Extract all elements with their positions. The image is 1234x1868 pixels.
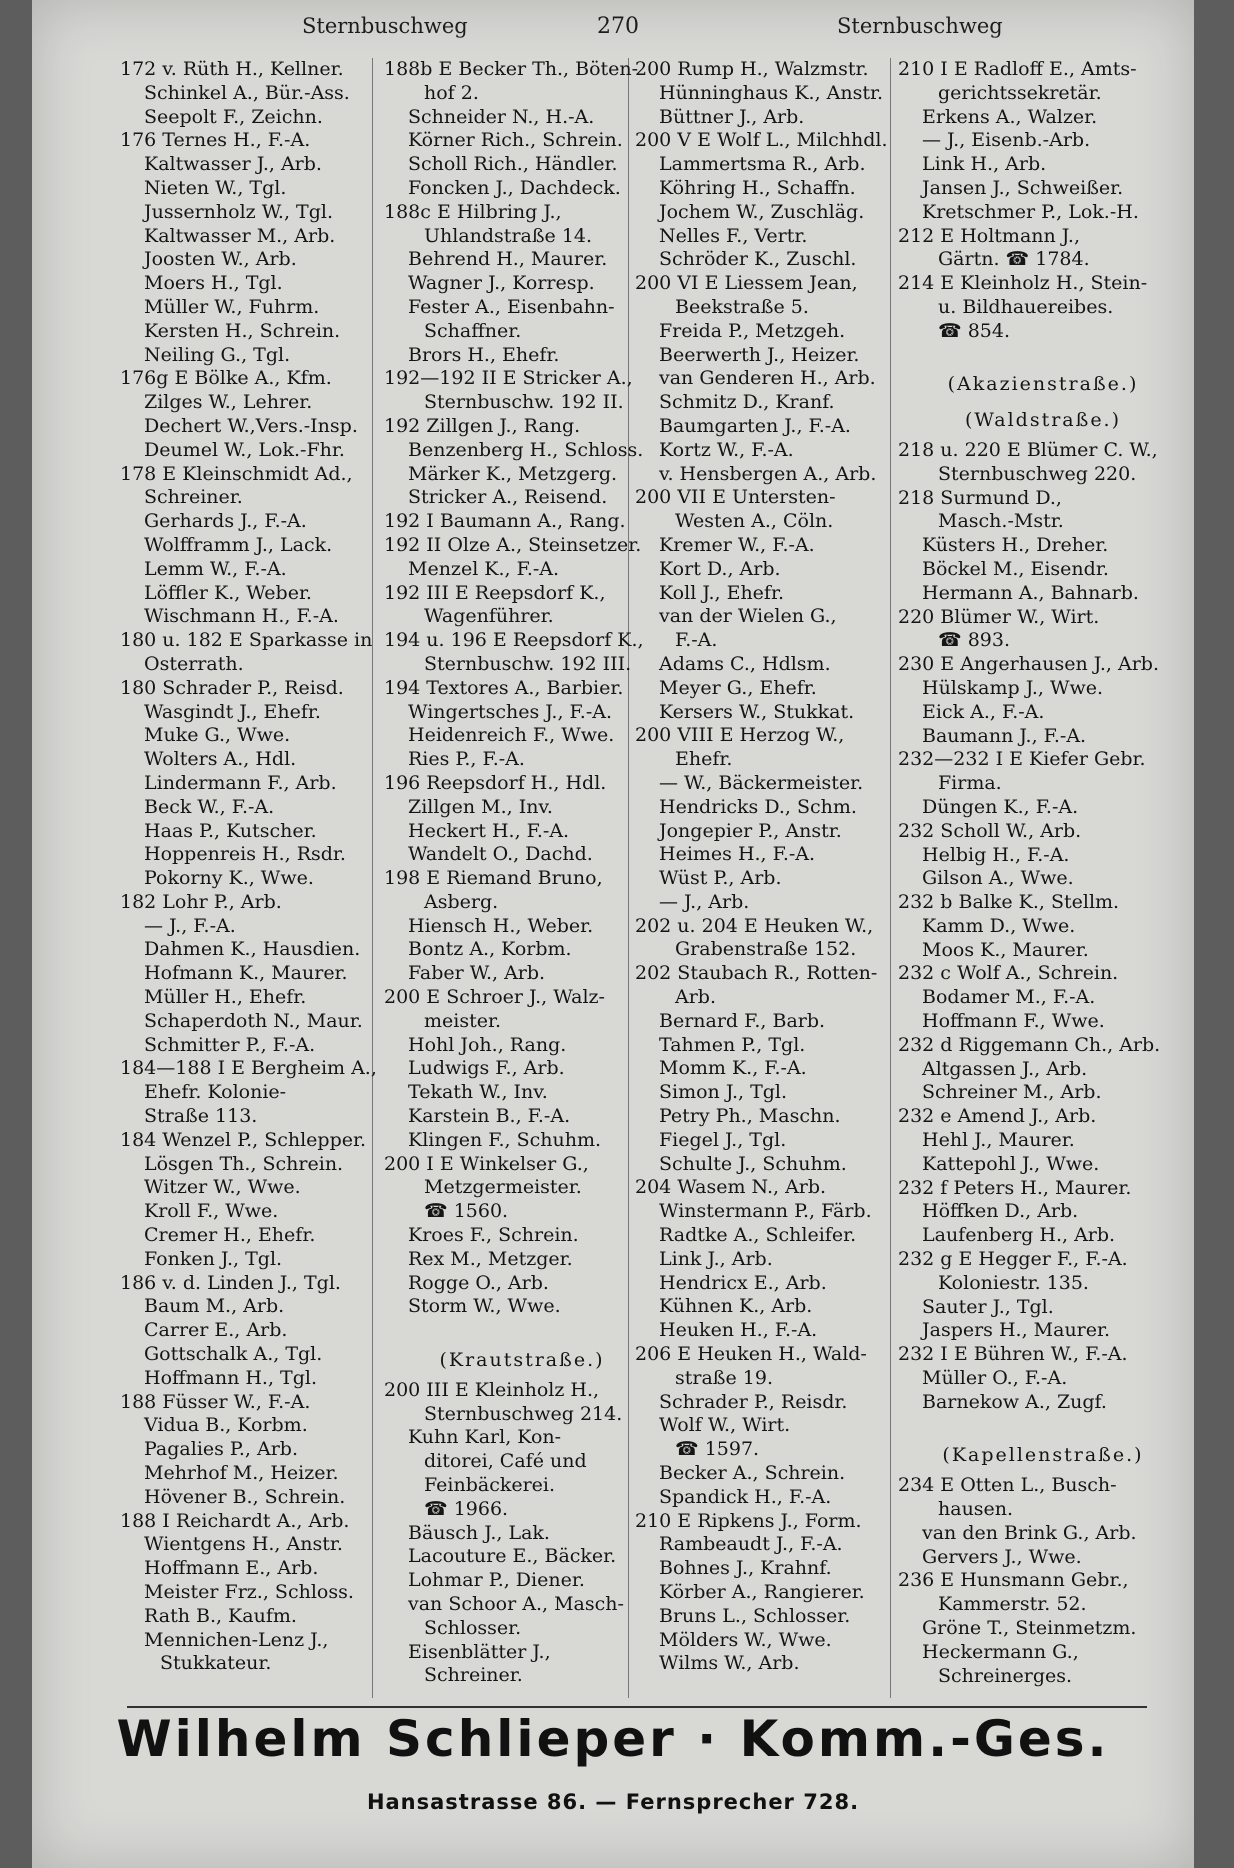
directory-entry: u. Bildhauereibes.: [938, 295, 1114, 318]
directory-entry: Fiegel J., Tgl.: [659, 1128, 787, 1151]
directory-entry: 232—232 I E Kiefer Gebr.: [898, 748, 1146, 771]
directory-entry: ditorei, Café und: [424, 1450, 587, 1473]
directory-entry: Vidua B., Korbm.: [144, 1414, 308, 1437]
directory-entry: 232 Scholl W., Arb.: [898, 819, 1082, 842]
directory-entry: Hendricx E., Arb.: [659, 1271, 827, 1294]
directory-entry: Körner Rich., Schrein.: [408, 129, 623, 152]
directory-entry: 204 Wasem N., Arb.: [635, 1176, 827, 1199]
directory-entry: Schreiner M., Arb.: [922, 1081, 1102, 1104]
directory-entry: Helbig H., F.-A.: [922, 843, 1070, 866]
directory-entry: Gottschalk A., Tgl.: [144, 1343, 323, 1366]
directory-entry: Freida P., Metzgeh.: [659, 319, 846, 342]
directory-entry: Hendricks D., Schm.: [659, 795, 857, 818]
directory-entry: Laufenberg H., Arb.: [922, 1224, 1116, 1247]
directory-entry: 232 f Peters H., Maurer.: [898, 1176, 1132, 1199]
directory-entry: Dahmen K., Hausdien.: [144, 938, 361, 961]
directory-entry: Karstein B., F.-A.: [408, 1105, 571, 1128]
directory-entry: 176 Ternes H., F.-A.: [120, 129, 311, 152]
street-section-heading: (Waldstraße.): [964, 409, 1122, 432]
directory-entry: Baum M., Arb.: [144, 1295, 285, 1318]
directory-entry: 192 Zillgen J., Rang.: [384, 414, 581, 437]
directory-entry: van der Wielen G.,: [659, 605, 837, 628]
directory-entry: 188c E Hilbring J.,: [384, 200, 562, 223]
directory-entry: Wandelt O., Dachd.: [408, 843, 593, 866]
directory-entry: meister.: [424, 1009, 502, 1032]
directory-entry: Lohmar P., Diener.: [408, 1569, 585, 1592]
directory-entry: Faber W., Arb.: [408, 962, 546, 985]
directory-entry: Stricker A., Reisend.: [408, 486, 608, 509]
directory-entry: Mennichen-Lenz J.,: [144, 1628, 329, 1651]
directory-entry: Müller W., Fuhrm.: [144, 295, 320, 318]
directory-entry: 180 u. 182 E Sparkasse in: [120, 629, 373, 652]
directory-entry: Sternbuschw. 192 III.: [424, 652, 632, 675]
directory-entry: 230 E Angerhausen J., Arb.: [898, 653, 1159, 676]
directory-entry: Nieten W., Tgl.: [144, 176, 287, 199]
directory-entry: 192 II Olze A., Steinsetzer.: [384, 533, 642, 556]
directory-entry: hausen.: [938, 1498, 1014, 1521]
directory-entry: 220 Blümer W., Wirt.: [898, 605, 1100, 628]
directory-entry: Wischmann H., F.-A.: [144, 605, 339, 628]
directory-entry: Barnekow A., Zugf.: [922, 1390, 1107, 1413]
directory-entry: Westen A., Cöln.: [675, 510, 834, 533]
directory-entry: 186 v. d. Linden J., Tgl.: [120, 1271, 341, 1294]
directory-entry: 172 v. Rüth H., Kellner.: [120, 58, 344, 80]
directory-entry: Beck W., F.-A.: [144, 795, 275, 818]
directory-entry: 192 I Baumann A., Rang.: [384, 510, 626, 533]
directory-entry: Schinkel A., Bür.-Ass.: [144, 81, 350, 104]
directory-entry: van Schoor A., Masch-: [408, 1593, 624, 1615]
directory-entry: Heidenreich F., Wwe.: [408, 724, 615, 747]
directory-entry: Lösgen Th., Schrein.: [144, 1152, 344, 1175]
directory-entry: Eisenblätter J.,: [408, 1640, 551, 1663]
directory-entry: Kroll F., Wwe.: [144, 1200, 279, 1223]
directory-entry: Sternbuschw. 192 II.: [424, 391, 624, 414]
directory-entry: 178 E Kleinschmidt Ad.,: [120, 462, 353, 485]
directory-entry: Lacouture E., Bäcker.: [408, 1545, 617, 1568]
directory-entry: Witzer W., Wwe.: [144, 1176, 301, 1199]
directory-entry: Tekath W., Inv.: [408, 1081, 548, 1104]
directory-entry: Schreiner.: [144, 486, 243, 509]
directory-entry: Wingertsches J., F.-A.: [408, 700, 612, 723]
directory-entry: 200 V E Wolf L., Milchhdl.: [635, 129, 888, 152]
directory-entry: Brors H., Ehefr.: [408, 343, 560, 366]
directory-entry: Zilges W., Lehrer.: [144, 391, 313, 414]
directory-entry: Wolters A., Hdl.: [144, 748, 297, 771]
directory-entry: Osterrath.: [144, 652, 244, 675]
directory-entry: Wolf W., Wirt.: [659, 1414, 791, 1437]
directory-entry: Köhring H., Schaffn.: [659, 176, 856, 199]
directory-entry: 212 E Holtmann J.,: [898, 224, 1081, 247]
directory-entry: 232 b Balke K., Stellm.: [898, 891, 1120, 914]
directory-entry: Link H., Arb.: [922, 153, 1047, 176]
directory-entry: Spandick H., F.-A.: [659, 1485, 832, 1508]
directory-column-1: [120, 58, 404, 1848]
directory-entry: Koloniestr. 135.: [938, 1271, 1089, 1294]
directory-entry: Rambeaudt J., F.-A.: [659, 1533, 843, 1556]
directory-entry: 180 Schrader P., Reisd.: [120, 676, 344, 699]
directory-entry: Muke G., Wwe.: [144, 724, 291, 747]
directory-entry: [898, 1415, 1188, 1439]
directory-entry: [898, 344, 1188, 368]
directory-entry: Wüst P., Arb.: [659, 867, 782, 890]
directory-entry: Fonken J., Tgl.: [144, 1247, 283, 1270]
directory-entry: 202 u. 204 E Heuken W.,: [635, 914, 874, 937]
directory-entry: 206 E Heuken H., Wald-: [635, 1343, 867, 1366]
directory-entry: Rath B., Kaufm.: [144, 1604, 297, 1627]
directory-entry: Heuken H., F.-A.: [659, 1319, 818, 1342]
directory-entry: Müller H., Ehefr.: [144, 986, 307, 1009]
directory-entry: Märker K., Metzgerg.: [408, 462, 618, 485]
directory-entry: Ries P., F.-A.: [408, 748, 525, 771]
directory-entry: Kremer W., F.-A.: [659, 533, 815, 556]
directory-entry: Kersers W., Stukkat.: [659, 700, 855, 723]
directory-entry: Wientgens H., Anstr.: [144, 1533, 343, 1556]
directory-entry: Hohl Joh., Rang.: [408, 1033, 567, 1056]
directory-entry: Uhlandstraße 14.: [424, 224, 593, 247]
directory-entry: Cremer H., Ehefr.: [144, 1224, 316, 1247]
directory-entry: Simon J., Tgl.: [659, 1081, 788, 1104]
directory-entry: 194 u. 196 E Reepsdorf K.,: [384, 629, 644, 652]
directory-entry: Wagner J., Korresp.: [408, 272, 595, 295]
directory-entry: Carrer E., Arb.: [144, 1319, 288, 1342]
directory-entry: Altgassen J., Arb.: [922, 1057, 1088, 1080]
directory-entry: Kort D., Arb.: [659, 557, 781, 580]
directory-entry: Hövener B., Schrein.: [144, 1485, 346, 1508]
directory-entry: Foncken J., Dachdeck.: [408, 176, 621, 199]
directory-entry: Schreinerges.: [938, 1664, 1073, 1687]
directory-entry: — W., Bäckermeister.: [659, 771, 864, 794]
directory-entry: 202 Staubach R., Rotten-: [635, 962, 878, 985]
directory-entry: 188 I Reichardt A., Arb.: [120, 1509, 350, 1532]
directory-entry: Neiling G., Tgl.: [144, 343, 291, 366]
directory-entry: Koll J., Ehefr.: [659, 581, 784, 604]
directory-entry: Beerwerth J., Heizer.: [659, 343, 860, 366]
directory-column-2: [384, 58, 660, 1848]
directory-entry: Joosten W., Arb.: [144, 248, 297, 271]
page-header: [32, 8, 1194, 44]
directory-entry: Gilson A., Wwe.: [922, 867, 1074, 890]
directory-entry: Bohnes J., Krahnf.: [659, 1557, 832, 1580]
directory-entry: Asberg.: [424, 890, 499, 913]
directory-entry: 210 I E Radloff E., Amts-: [898, 58, 1137, 80]
directory-entry: Seepolt F., Zeichn.: [144, 105, 323, 128]
directory-entry: Mölders W., Wwe.: [659, 1628, 832, 1651]
directory-entry: Kammerstr. 52.: [938, 1593, 1087, 1616]
directory-entry: Kretschmer P., Lok.-H.: [922, 200, 1139, 223]
directory-entry: 198 E Riemand Bruno,: [384, 867, 603, 890]
directory-entry: Bodamer M., F.-A.: [922, 986, 1096, 1009]
directory-entry: Küsters H., Dreher.: [922, 534, 1109, 557]
directory-entry: Kuhn Karl, Kon-: [408, 1426, 562, 1449]
directory-entry: ☎ 1966.: [424, 1497, 509, 1520]
directory-entry: ☎ 854.: [938, 319, 1011, 342]
directory-entry: Hünninghaus K., Anstr.: [659, 81, 884, 104]
directory-entry: 188 Füsser W., F.-A.: [120, 1390, 311, 1413]
directory-entry: Ludwigs F., Arb.: [408, 1057, 565, 1080]
directory-entry: Hiensch H., Weber.: [408, 914, 594, 937]
directory-entry: Beekstraße 5.: [675, 295, 809, 318]
directory-entry: Wasgindt J., Ehefr.: [144, 700, 321, 723]
directory-entry: Klingen F., Schuhm.: [408, 1128, 602, 1151]
directory-entry: Hofmann K., Maurer.: [144, 962, 348, 985]
directory-entry: Schlosser.: [424, 1616, 522, 1639]
directory-entry: Hoffmann E., Arb.: [144, 1557, 319, 1580]
directory-entry: Deumel W., Lok.-Fhr.: [144, 438, 345, 461]
directory-entry: Kortz W., F.-A.: [659, 438, 794, 461]
directory-entry: Kühnen K., Arb.: [659, 1295, 813, 1318]
directory-entry: Körber A., Rangierer.: [659, 1581, 865, 1603]
directory-entry: Hoffmann F., Wwe.: [922, 1010, 1105, 1033]
directory-entry: van den Brink G., Arb.: [922, 1521, 1137, 1544]
directory-entry: Büttner J., Arb.: [659, 105, 805, 128]
directory-entry: Storm W., Wwe.: [408, 1295, 561, 1318]
header-street-left: Sternbuschweg: [302, 14, 468, 38]
directory-entry: Firma.: [938, 772, 1002, 795]
directory-entry: Heimes H., F.-A.: [659, 843, 816, 866]
directory-entry: Löffler K., Weber.: [144, 581, 312, 604]
page-number: 270: [597, 14, 639, 39]
directory-entry: Hehl J., Maurer.: [922, 1129, 1075, 1152]
directory-entry: Gervers J., Wwe.: [922, 1545, 1082, 1568]
directory-entry: 182 Lohr P., Arb.: [120, 890, 282, 913]
directory-entry: Winstermann P., Färb.: [659, 1200, 872, 1223]
directory-entry: Hoffmann H., Tgl.: [144, 1366, 318, 1389]
directory-entry: 232 I E Bühren W., F.-A.: [898, 1343, 1128, 1366]
directory-entry: Schulte J., Schuhm.: [659, 1152, 847, 1175]
directory-entry: hof 2.: [424, 81, 479, 104]
directory-entry: Schreiner.: [424, 1664, 523, 1687]
directory-entry: Radtke A., Schleifer.: [659, 1224, 857, 1247]
directory-entry: Bernard F., Barb.: [659, 1009, 826, 1032]
directory-entry: Sternbuschweg 214.: [424, 1402, 623, 1425]
directory-entry: Jussernholz W., Tgl.: [144, 200, 333, 223]
directory-entry: 232 g E Hegger F., F.-A.: [898, 1248, 1128, 1271]
directory-entry: Gröne T., Steinmetzm.: [922, 1617, 1137, 1639]
directory-entry: Scholl Rich., Händler.: [408, 153, 618, 176]
directory-entry: Fester A., Eisenbahn-: [408, 295, 615, 318]
directory-entry: Ehefr. Kolonie-: [144, 1081, 287, 1104]
directory-entry: Becker A., Schrein.: [659, 1462, 846, 1485]
street-section-heading: (Kapellenstraße.): [942, 1444, 1144, 1467]
directory-entry: 184 Wenzel P., Schlepper.: [120, 1128, 367, 1151]
directory-entry: Müller O., F.-A.: [922, 1367, 1068, 1390]
directory-entry: Bontz A., Korbm.: [408, 938, 572, 961]
directory-entry: 236 E Hunsmann Gebr.,: [898, 1569, 1129, 1592]
advertisement-subtitle: Hansastrasse 86. — Fernsprecher 728.: [366, 1790, 860, 1814]
directory-entry: Jaspers H., Maurer.: [922, 1319, 1111, 1342]
directory-entry: 210 E Ripkens J., Form.: [635, 1509, 862, 1532]
directory-entry: Masch.-Mstr.: [938, 510, 1064, 533]
directory-entry: — J., Arb.: [659, 890, 750, 913]
directory-entry: Dechert W.,Vers.-Insp.: [144, 414, 358, 437]
directory-entry: 218 u. 220 E Blümer C. W.,: [898, 438, 1158, 461]
directory-entry: Schrader P., Reisdr.: [659, 1390, 848, 1413]
directory-entry: Sternbuschweg 220.: [938, 462, 1137, 485]
directory-entry: Schmitter P., F.-A.: [144, 1033, 316, 1056]
directory-entry: Metzgermeister.: [424, 1176, 582, 1199]
directory-entry: Kattepohl J., Wwe.: [922, 1152, 1100, 1175]
directory-entry: Adams C., Hdlsm.: [659, 652, 831, 675]
directory-entry: Rex M., Metzger.: [408, 1247, 573, 1270]
directory-entry: van Genderen H., Arb.: [659, 367, 876, 390]
directory-entry: Kaltwasser J., Arb.: [144, 153, 322, 176]
directory-entry: Lindermann F., Arb.: [144, 771, 337, 794]
directory-entry: Baumann J., F.-A.: [922, 724, 1087, 747]
directory-entry: Gerhards J., F.-A.: [144, 510, 307, 533]
directory-entry: Hülskamp J., Wwe.: [922, 676, 1104, 699]
directory-entry: 214 E Kleinholz H., Stein-: [898, 272, 1148, 295]
directory-entry: Moos K., Maurer.: [922, 938, 1089, 961]
directory-entry: 200 Rump H., Walzmstr.: [635, 58, 869, 80]
directory-entry: Ehefr.: [675, 748, 733, 771]
directory-entry: Moers H., Tgl.: [144, 272, 283, 295]
directory-entry: — J., F.-A.: [144, 914, 236, 937]
directory-entry: Böckel M., Eisendr.: [922, 557, 1109, 580]
directory-page: [32, 0, 1194, 1868]
directory-entry: Arb.: [675, 986, 717, 1009]
directory-entry: Meister Frz., Schloss.: [144, 1581, 354, 1603]
directory-entry: Jansen J., Schweißer.: [922, 176, 1124, 199]
directory-entry: Straße 113.: [144, 1105, 258, 1128]
directory-entry: 192 III E Reepsdorf K.,: [384, 581, 606, 604]
directory-entry: Kersten H., Schrein.: [144, 319, 341, 342]
directory-entry: ☎ 893.: [938, 629, 1011, 652]
directory-entry: 232 c Wolf A., Schrein.: [898, 962, 1119, 985]
directory-entry: Meyer G., Ehefr.: [659, 676, 817, 699]
directory-entry: Schaffner.: [424, 319, 522, 342]
directory-entry: Zillgen M., Inv.: [408, 795, 553, 818]
directory-entry: Bäusch J., Lak.: [408, 1521, 550, 1544]
directory-column-3: [635, 58, 923, 1848]
directory-entry: 200 E Schroer J., Walz-: [384, 986, 605, 1009]
directory-entry: Petry Ph., Maschn.: [659, 1105, 841, 1128]
directory-entry: 194 Textores A., Barbier.: [384, 676, 624, 699]
directory-entry: Lammertsma R., Arb.: [659, 153, 866, 176]
directory-entry: Baumgarten J., F.-A.: [659, 414, 851, 437]
directory-entry: Kamm D., Wwe.: [922, 914, 1076, 937]
directory-entry: Kaltwasser M., Arb.: [144, 224, 336, 247]
directory-entry: Nelles F., Vertr.: [659, 224, 808, 247]
directory-entry: 192—192 II E Stricker A.,: [384, 367, 633, 390]
directory-entry: Lemm W., F.-A.: [144, 557, 287, 580]
directory-entry: Höffken D., Arb.: [922, 1200, 1079, 1223]
directory-entry: Link J., Arb.: [659, 1247, 773, 1270]
directory-entry: Jochem W., Zuschläg.: [659, 200, 865, 223]
street-section-heading: (Krautstraße.): [439, 1349, 605, 1372]
directory-entry: Wagenführer.: [424, 605, 554, 628]
directory-entry: Wilms W., Arb.: [659, 1652, 800, 1675]
directory-entry: Pokorny K., Wwe.: [144, 867, 314, 890]
directory-entry: F.-A.: [675, 629, 718, 652]
directory-entry: Jongepier P., Anstr.: [659, 819, 842, 842]
directory-entry: Pagalies P., Arb.: [144, 1438, 298, 1461]
directory-entry: Schmitz D., Kranf.: [659, 391, 835, 414]
directory-entry: Momm K., F.-A.: [659, 1057, 807, 1080]
directory-entry: 234 E Otten L., Busch-: [898, 1474, 1117, 1497]
directory-entry: 200 VI E Liessem Jean,: [635, 272, 858, 295]
directory-entry: Kroes F., Schrein.: [408, 1224, 579, 1247]
directory-entry: 200 VIII E Herzog W.,: [635, 724, 845, 747]
directory-entry: Mehrhof M., Heizer.: [144, 1462, 339, 1485]
directory-entry: Schneider N., H.-A.: [408, 105, 595, 128]
directory-entry: Gärtn. ☎ 1784.: [938, 248, 1090, 271]
directory-entry: Haas P., Kutscher.: [144, 819, 317, 842]
directory-entry: Düngen K., F.-A.: [922, 795, 1079, 818]
header-street-right: Sternbuschweg: [837, 14, 1003, 38]
directory-entry: Hoppenreis H., Rsdr.: [144, 843, 346, 866]
street-section-heading: (Akazienstraße.): [947, 373, 1139, 396]
directory-entry: 200 III E Kleinholz H.,: [384, 1378, 600, 1401]
directory-entry: 188b E Becker Th., Böten-: [384, 58, 639, 80]
directory-entry: ☎ 1560.: [424, 1200, 509, 1223]
directory-entry: Erkens A., Walzer.: [922, 105, 1098, 128]
directory-entry: 184—188 I E Bergheim A.,: [120, 1057, 377, 1080]
directory-entry: Schaperdoth N., Maur.: [144, 1009, 363, 1032]
directory-entry: straße 19.: [675, 1366, 773, 1389]
directory-entry: 232 e Amend J., Arb.: [898, 1105, 1097, 1128]
directory-entry: Rogge O., Arb.: [408, 1271, 549, 1294]
directory-entry: v. Hensbergen A., Arb.: [659, 462, 877, 485]
directory-entry: Menzel K., F.-A.: [408, 557, 560, 580]
directory-entry: gerichtssekretär.: [938, 81, 1102, 104]
directory-entry: Heckert H., F.-A.: [408, 819, 570, 842]
directory-entry: 218 Surmund D.,: [898, 486, 1062, 509]
directory-entry: 196 Reepsdorf H., Hdl.: [384, 771, 607, 794]
directory-entry: — J., Eisenb.-Arb.: [922, 129, 1091, 152]
directory-entry: Hermann A., Bahnarb.: [922, 581, 1139, 604]
directory-entry: Benzenberg H., Schloss.: [408, 438, 644, 461]
directory-entry: 200 VII E Untersten-: [635, 486, 836, 509]
directory-entry: Behrend H., Maurer.: [408, 248, 608, 271]
directory-entry: Heckermann G.,: [922, 1640, 1079, 1663]
directory-entry: Stukkateur.: [160, 1652, 272, 1675]
directory-entry: [384, 1319, 660, 1343]
directory-entry: Feinbäckerei.: [424, 1474, 556, 1497]
directory-entry: 232 d Riggemann Ch., Arb.: [898, 1033, 1161, 1056]
directory-entry: Schröder K., Zuschl.: [659, 248, 857, 271]
directory-entry: Grabenstraße 152.: [675, 938, 857, 961]
advertisement-title: Wilhelm Schlieper ∙ Komm.-Ges.: [116, 1710, 1110, 1768]
directory-entry: Eick A., F.-A.: [922, 700, 1045, 723]
directory-entry: Sauter J., Tgl.: [922, 1295, 1054, 1318]
directory-entry: Wolfframm J., Lack.: [144, 533, 333, 556]
directory-entry: 200 I E Winkelser G.,: [384, 1152, 589, 1175]
directory-entry: Bruns L., Schlosser.: [659, 1604, 851, 1627]
advertisement-divider: [127, 1706, 1147, 1708]
directory-entry: 176g E Bölke A., Kfm.: [120, 367, 332, 390]
directory-column-4: [898, 58, 1188, 1848]
directory-entry: ☎ 1597.: [675, 1438, 760, 1461]
directory-entry: Tahmen P., Tgl.: [659, 1033, 806, 1056]
